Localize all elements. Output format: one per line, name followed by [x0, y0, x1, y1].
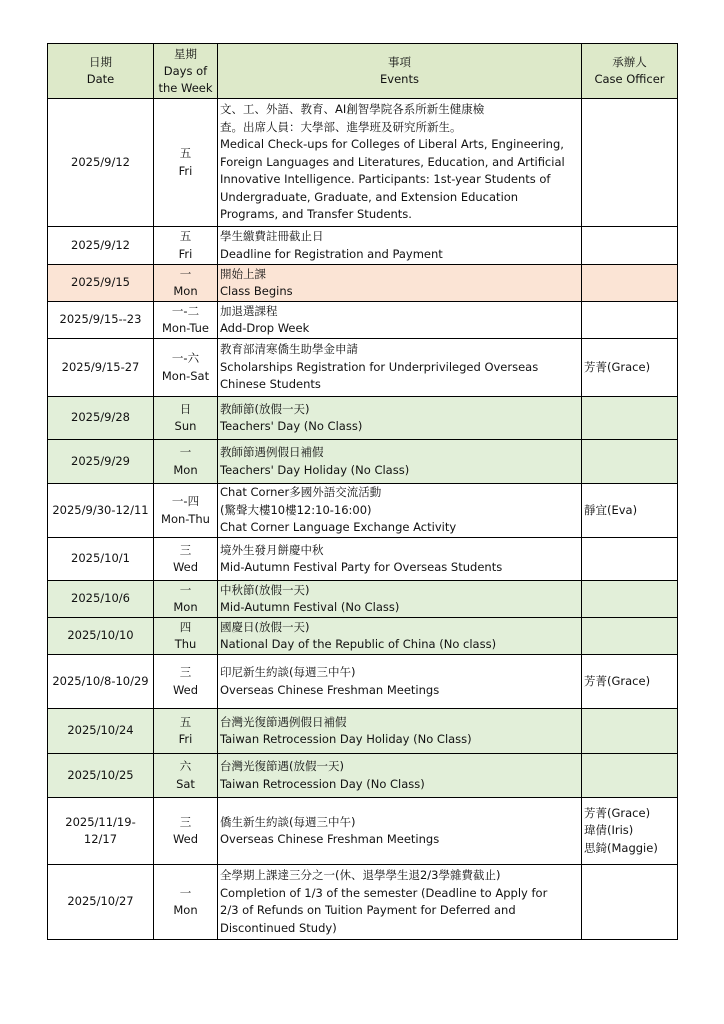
event-cell [218, 538, 582, 581]
day-cell [154, 265, 218, 302]
event-text: 台灣光復節遇(放假一天) [220, 759, 344, 773]
date-cell [48, 227, 154, 265]
date-text: 2025/9/12 [71, 237, 130, 252]
event-text: Chinese Students [220, 377, 321, 392]
day-zh: 五 [179, 229, 192, 243]
table-row [48, 798, 678, 865]
event-text: Class Begins [220, 284, 293, 298]
event-text: Scholarships Registration for Underprivileged Overseas [220, 359, 539, 374]
day-zh: 五 [179, 146, 192, 160]
date-text: 2025/10/25 [67, 767, 134, 782]
header-officer-zh: 承辦人 [612, 55, 647, 69]
event-cell [218, 339, 582, 397]
date-text: 2025/9/29 [71, 453, 130, 468]
event-text: Taiwan Retrocession Day (No Class) [220, 776, 425, 791]
table-row [48, 618, 678, 655]
day-cell [154, 339, 218, 397]
event-text: 查。出席人員：大學部、進學班及研究所新生。 [220, 119, 462, 134]
date-text: 2025/9/15-27 [61, 359, 140, 374]
event-cell [218, 302, 582, 339]
day-cell [154, 302, 218, 339]
day-cell [154, 655, 218, 709]
officer-cell [582, 227, 678, 265]
day-cell [154, 618, 218, 655]
date-cell [48, 99, 154, 227]
day-cell [154, 397, 218, 440]
date-text: 2025/9/30-12/11 [52, 502, 149, 517]
day-zh: 五 [179, 714, 192, 729]
event-text: Foreign Languages and Literatures, Education, and Artificial [220, 154, 565, 169]
day-en: Wed [172, 682, 199, 697]
event-text: Deadline for Registration and Payment [220, 246, 443, 261]
header-row [48, 44, 678, 99]
event-text: Innovative Intelligence. Participants: 1st-year Students of [220, 172, 551, 187]
day-zh: 一 [179, 582, 192, 597]
header-date-en: Date [86, 72, 115, 86]
event-text: National Day of the Republic of China (No class) [220, 637, 497, 651]
date-text: 2025/9/15--23 [59, 312, 142, 327]
date-cell [48, 538, 154, 581]
date-cell [48, 709, 154, 754]
day-zh: 一 [179, 445, 192, 459]
event-text: 僑生新生約談(每週三中午) [220, 814, 356, 829]
day-en: Wed [172, 832, 199, 846]
event-text: Overseas Chinese Freshman Meetings [220, 682, 440, 697]
event-text: Medical Check-ups for Colleges of Liberal Arts, Engineering, [220, 137, 564, 152]
day-zh: 三 [179, 665, 192, 679]
date-cell [48, 798, 154, 865]
day-zh: 一-六 [171, 351, 200, 365]
officer-cell [582, 397, 678, 440]
officer-name: 瑋倩(Iris) [584, 823, 634, 838]
header-officer-en: Case Officer [594, 72, 665, 86]
event-text: Chat Corner多國外語交流活動 [220, 485, 382, 500]
day-zh: 四 [179, 619, 192, 634]
day-en: Mon [173, 284, 198, 298]
date-text: 2025/10/1 [71, 551, 130, 566]
event-cell [218, 655, 582, 709]
event-cell [218, 618, 582, 655]
officer-cell [582, 655, 678, 709]
event-text: 開始上課 [220, 266, 266, 281]
event-text: 境外生發月餅慶中秋 [220, 542, 324, 557]
event-cell [218, 798, 582, 865]
event-text: 加退選課程 [220, 303, 278, 318]
date-cell [48, 618, 154, 655]
event-text: Completion of 1/3 of the semester (Deadline to Apply for [220, 885, 548, 900]
date-text: 2025/9/28 [71, 410, 130, 425]
day-en: Mon-Tue [162, 321, 209, 335]
event-text: Programs, and Transfer Students. [220, 207, 412, 222]
table-row [48, 339, 678, 397]
header-date [48, 44, 154, 99]
officer-cell [582, 709, 678, 754]
date-cell [48, 397, 154, 440]
officer-name: 芳菁(Grace) [584, 805, 651, 820]
day-en: Sat [176, 776, 195, 791]
day-zh: 六 [179, 759, 192, 773]
header-day-zh: 星期 [174, 46, 197, 61]
table-row [48, 227, 678, 265]
day-cell [154, 227, 218, 265]
event-text: 文、工、外語、教育、AI創智學院各系所新生健康檢 [220, 102, 485, 117]
event-text: Add-Drop Week [220, 321, 310, 335]
table-row [48, 484, 678, 538]
calendar-table [47, 43, 678, 940]
day-en: Mon [173, 600, 198, 614]
event-cell [218, 484, 582, 538]
table-row [48, 397, 678, 440]
event-cell [218, 227, 582, 265]
header-officer [582, 44, 678, 99]
day-zh: 一 [179, 885, 192, 900]
header-event-en: Events [380, 72, 419, 86]
date-cell [48, 754, 154, 798]
day-cell [154, 581, 218, 618]
event-cell [218, 865, 582, 940]
event-text: 全學期上課達三分之一(休、退學學生退2/3學雜費截止) [220, 868, 501, 882]
day-cell [154, 754, 218, 798]
officer-cell [582, 618, 678, 655]
event-cell [218, 709, 582, 754]
officer-cell [582, 484, 678, 538]
date-cell [48, 302, 154, 339]
calendar-body [48, 99, 678, 940]
event-text: (驚聲大樓10樓12:10-16:00) [220, 502, 372, 517]
event-text: Taiwan Retrocession Day Holiday (No Class) [220, 732, 472, 746]
event-cell [218, 754, 582, 798]
header-event [218, 44, 582, 99]
day-cell [154, 798, 218, 865]
date-cell [48, 865, 154, 940]
day-zh: 三 [179, 542, 192, 557]
day-zh: 一-二 [171, 303, 200, 318]
date-cell [48, 339, 154, 397]
day-cell [154, 538, 218, 581]
event-text: Mid-Autumn Festival (No Class) [220, 600, 400, 614]
officer-cell [582, 99, 678, 227]
date-text: 2025/10/8-10/29 [52, 673, 149, 688]
date-text: 2025/9/12 [71, 154, 130, 169]
header-event-zh: 事項 [388, 55, 411, 69]
event-text: 學生繳費註冊截止日 [220, 229, 324, 243]
date-text: 2025/10/6 [71, 591, 130, 606]
officer-name: 芳菁(Grace) [584, 673, 651, 688]
day-cell [154, 484, 218, 538]
day-en: Mon-Thu [161, 511, 210, 526]
event-text: 中秋節(放假一天) [220, 582, 310, 597]
event-text: 國慶日(放假一天) [220, 619, 310, 634]
table-row [48, 581, 678, 618]
event-text: Overseas Chinese Freshman Meetings [220, 832, 440, 846]
event-text: Teachers' Day Holiday (No Class) [220, 462, 410, 477]
event-cell [218, 440, 582, 484]
date-text: 2025/10/27 [67, 894, 134, 909]
day-cell [154, 99, 218, 227]
day-en: Fri [178, 246, 193, 261]
day-zh: 一-四 [171, 494, 200, 508]
event-text: 教育部清寒僑生助學金申請 [220, 342, 358, 357]
officer-cell [582, 302, 678, 339]
table-row [48, 865, 678, 940]
table-row [48, 99, 678, 227]
day-en: Thu [174, 637, 197, 651]
officer-cell [582, 798, 678, 865]
table-row [48, 655, 678, 709]
officer-cell [582, 339, 678, 397]
date-text: 2025/11/19- [65, 814, 136, 829]
event-cell [218, 265, 582, 302]
date-text: 2025/10/24 [67, 723, 134, 738]
officer-name: 靜宜(Eva) [584, 502, 638, 517]
date-text: 2025/10/10 [67, 628, 134, 643]
table-row [48, 709, 678, 754]
header-day-en: the Week [158, 80, 213, 95]
date-cell [48, 655, 154, 709]
date-cell [48, 581, 154, 618]
day-en: Mon-Sat [161, 368, 210, 383]
header-day-en: Days of [163, 63, 208, 78]
officer-cell [582, 581, 678, 618]
date-cell [48, 484, 154, 538]
date-cell [48, 265, 154, 302]
header-day [154, 44, 218, 99]
event-text: 印尼新生約談(每週三中午) [220, 665, 356, 679]
event-cell [218, 397, 582, 440]
officer-cell [582, 865, 678, 940]
day-en: Mon [173, 903, 198, 917]
table-row [48, 754, 678, 798]
officer-cell [582, 265, 678, 302]
event-text: 2/3 of Refunds on Tuition Payment for Deferred and [220, 903, 516, 917]
event-text: Mid-Autumn Festival Party for Overseas Students [220, 560, 503, 574]
event-text: Chat Corner Language Exchange Activity [220, 520, 457, 535]
day-cell [154, 865, 218, 940]
table-row [48, 440, 678, 484]
event-text: 台灣光復節遇例假日補假 [220, 714, 347, 729]
day-cell [154, 709, 218, 754]
event-cell [218, 99, 582, 227]
officer-cell [582, 754, 678, 798]
officer-cell [582, 538, 678, 581]
event-text: 教師節遇例假日補假 [220, 445, 324, 459]
event-cell [218, 581, 582, 618]
officer-cell [582, 440, 678, 484]
day-zh: 一 [179, 266, 192, 281]
table-row [48, 265, 678, 302]
day-cell [154, 440, 218, 484]
officer-name: 芳菁(Grace) [584, 359, 651, 374]
day-zh: 三 [179, 814, 192, 829]
day-en: Mon [173, 462, 198, 477]
table-row [48, 538, 678, 581]
day-zh: 日 [179, 401, 192, 416]
officer-name: 思錡(Maggie) [584, 840, 658, 855]
table-row [48, 302, 678, 339]
date-cell [48, 440, 154, 484]
day-en: Wed [172, 560, 199, 574]
event-text: 教師節(放假一天) [220, 401, 310, 416]
event-text: Discontinued Study) [220, 920, 337, 935]
day-en: Fri [178, 732, 193, 746]
day-en: Fri [178, 163, 193, 178]
day-en: Sun [174, 419, 197, 433]
date-text: 12/17 [83, 832, 118, 846]
header-date-zh: 日期 [89, 55, 112, 69]
event-text: Undergraduate, Graduate, and Extension Education [220, 189, 519, 204]
date-text: 2025/9/15 [71, 275, 130, 290]
event-text: Teachers' Day (No Class) [220, 419, 363, 433]
